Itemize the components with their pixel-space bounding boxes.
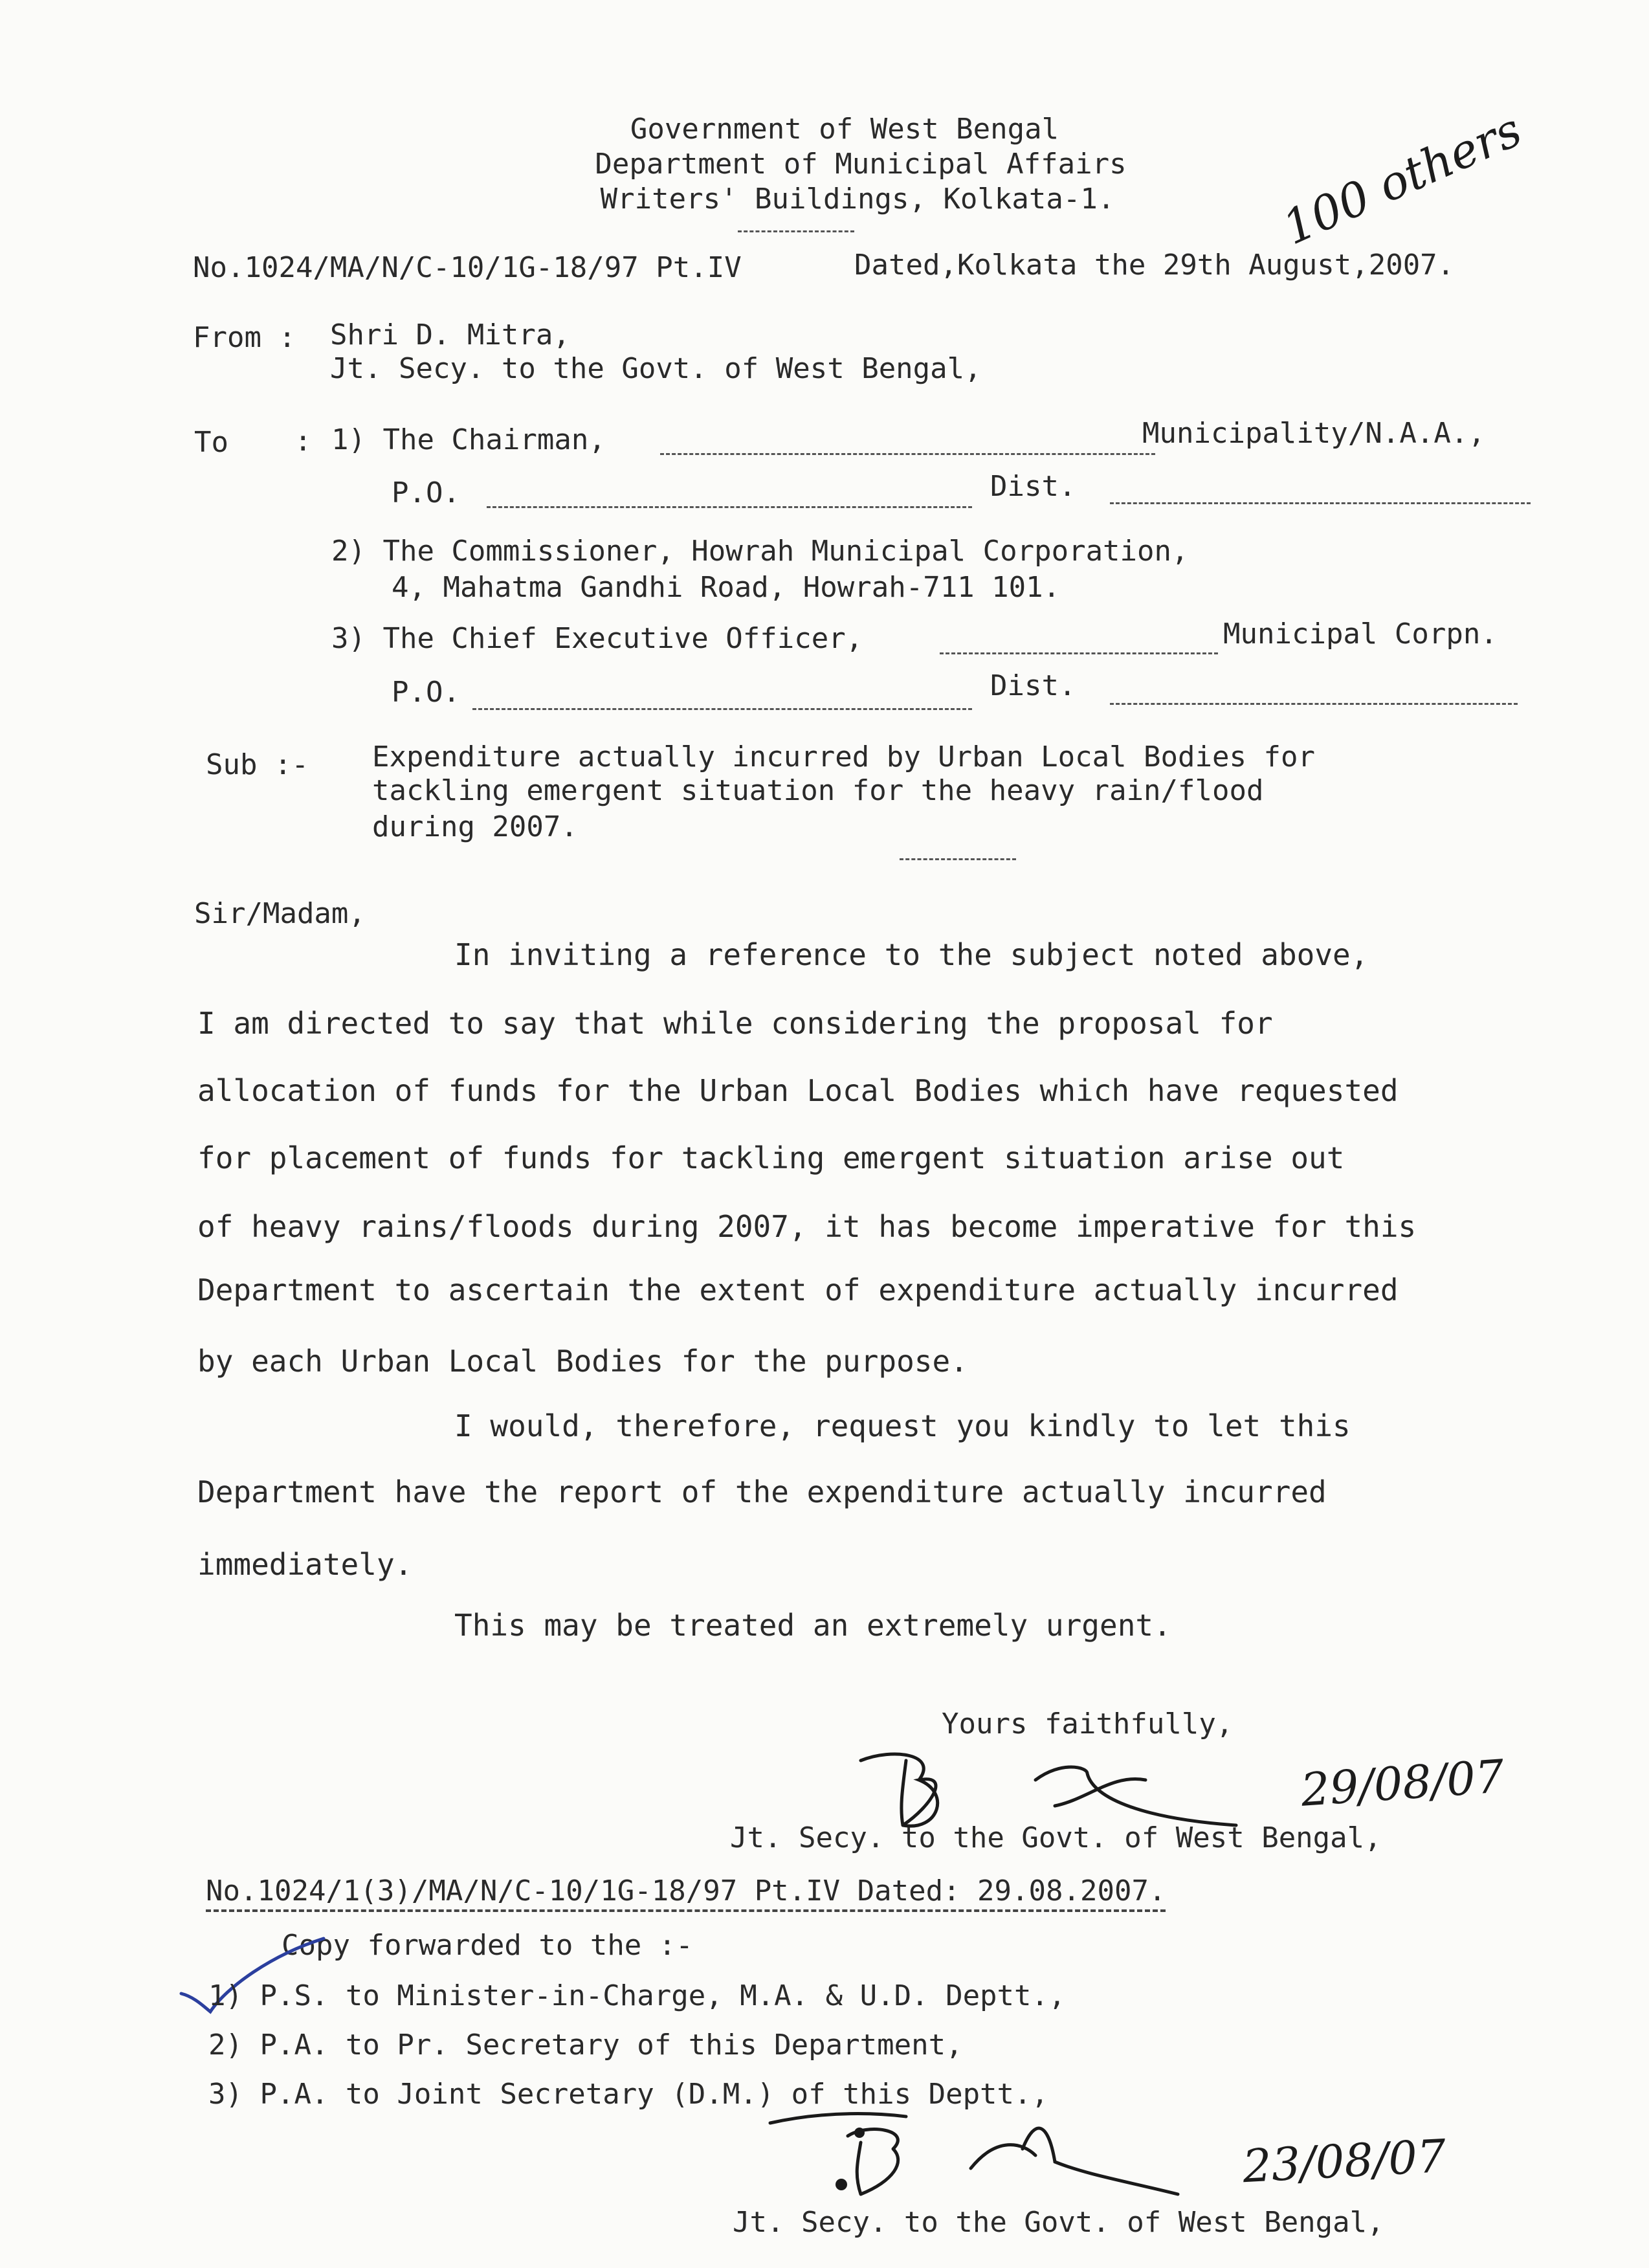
blank-dist-1 (1110, 502, 1531, 504)
paragraph1-line: for placement of funds for tackling emergent situation arise out (197, 1140, 1345, 1175)
subject-label: Sub :- (206, 748, 309, 781)
header-address: Writers' Buildings, Kolkata-1. (600, 183, 1115, 216)
copy-item: 1) P.S. to Minister-in-Charge, M.A. & U.D. Deptt., (208, 1979, 1066, 2012)
paragraph1-line: of heavy rains/floods during 2007, it has become imperative for this (197, 1209, 1417, 1244)
paragraph2-line: Department have the report of the expenditure actually incurred (197, 1474, 1327, 1509)
copy-item: 2) P.A. to Pr. Secretary of this Department, (208, 2029, 963, 2062)
copy-item: 3) P.A. to Joint Secretary (D.M.) of this Deptt., (208, 2078, 1049, 2111)
signature-1-date: 29/08/07 (1299, 1750, 1506, 1817)
header-divider (738, 230, 854, 232)
blank-po-1 (487, 506, 972, 508)
signatory-1: Jt. Secy. to the Govt. of West Bengal, (730, 1821, 1382, 1854)
paragraph1-line: I am directed to say that while considering the proposal for (197, 1006, 1273, 1041)
reference-number: No.1024/MA/N/C-10/1G-18/97 Pt.IV (193, 251, 742, 284)
addressee-2-line1: 2) The Commissioner, Howrah Municipal Corporation, (331, 535, 1189, 568)
blank-municipality-name (660, 453, 1155, 455)
to-colon: : (294, 425, 312, 458)
subject-divider (900, 858, 1016, 860)
addressee-1: 1) The Chairman, (331, 423, 606, 456)
reference-date: Dated,Kolkata the 29th August,2007. (854, 249, 1455, 282)
urgent-note: This may be treated an extremely urgent. (454, 1608, 1171, 1643)
addressee-3: 3) The Chief Executive Officer, (331, 622, 863, 655)
blank-po-3 (472, 708, 972, 710)
addressee-3-po: P.O. (392, 676, 460, 709)
header-government: Government of West Bengal (630, 113, 1059, 146)
copy-forwarded: Copy forwarded to the :- (282, 1929, 693, 1962)
from-designation: Jt. Secy. to the Govt. of West Bengal, (330, 352, 982, 385)
paragraph1-line: by each Urban Local Bodies for the purpose. (197, 1344, 968, 1379)
addressee-1-dist: Dist. (990, 470, 1076, 503)
handwritten-note: 100 others (1274, 102, 1530, 256)
header-department: Department of Municipal Affairs (595, 148, 1127, 181)
paragraph1-line: Department to ascertain the extent of expenditure actually incurred (197, 1273, 1399, 1307)
salutation: Sir/Madam, (194, 897, 366, 930)
addressee-2-line2: 4, Mahatma Gandhi Road, Howrah-711 101. (392, 571, 1061, 604)
paragraph2-line: immediately. (197, 1547, 413, 1582)
copy-reference-number: No.1024/1(3)/MA/N/C-10/1G-18/97 Pt.IV Dated: 29.08.2007. (206, 1877, 1166, 1912)
paragraph1-line: allocation of funds for the Urban Local Bodies which have requested (197, 1073, 1399, 1108)
blank-corpn-name (940, 652, 1218, 654)
closing: Yours faithfully, (942, 1707, 1234, 1740)
addressee-1-suffix: Municipality/N.A.A., (1142, 417, 1485, 450)
to-label: To (194, 426, 228, 459)
blank-dist-3 (1110, 703, 1518, 705)
signature-2 (764, 2097, 1217, 2207)
addressee-1-po: P.O. (392, 476, 460, 509)
signatory-2: Jt. Secy. to the Govt. of West Bengal, (733, 2206, 1384, 2239)
subject-line1: Expenditure actually incurred by Urban Local Bodies for (372, 740, 1315, 773)
addressee-3-suffix: Municipal Corpn. (1223, 617, 1498, 650)
subject-line2: tackling emergent situation for the heavy rain/flood (372, 774, 1264, 807)
paragraph2-line: I would, therefore, request you kindly to let this (454, 1408, 1351, 1443)
paragraph1-line: In inviting a reference to the subject noted above, (454, 937, 1369, 972)
signature-2-date: 23/08/07 (1241, 2129, 1448, 2194)
from-name: Shri D. Mitra, (330, 318, 570, 351)
from-label: From : (193, 321, 296, 354)
subject-line3: during 2007. (372, 810, 578, 843)
addressee-3-dist: Dist. (990, 669, 1076, 702)
